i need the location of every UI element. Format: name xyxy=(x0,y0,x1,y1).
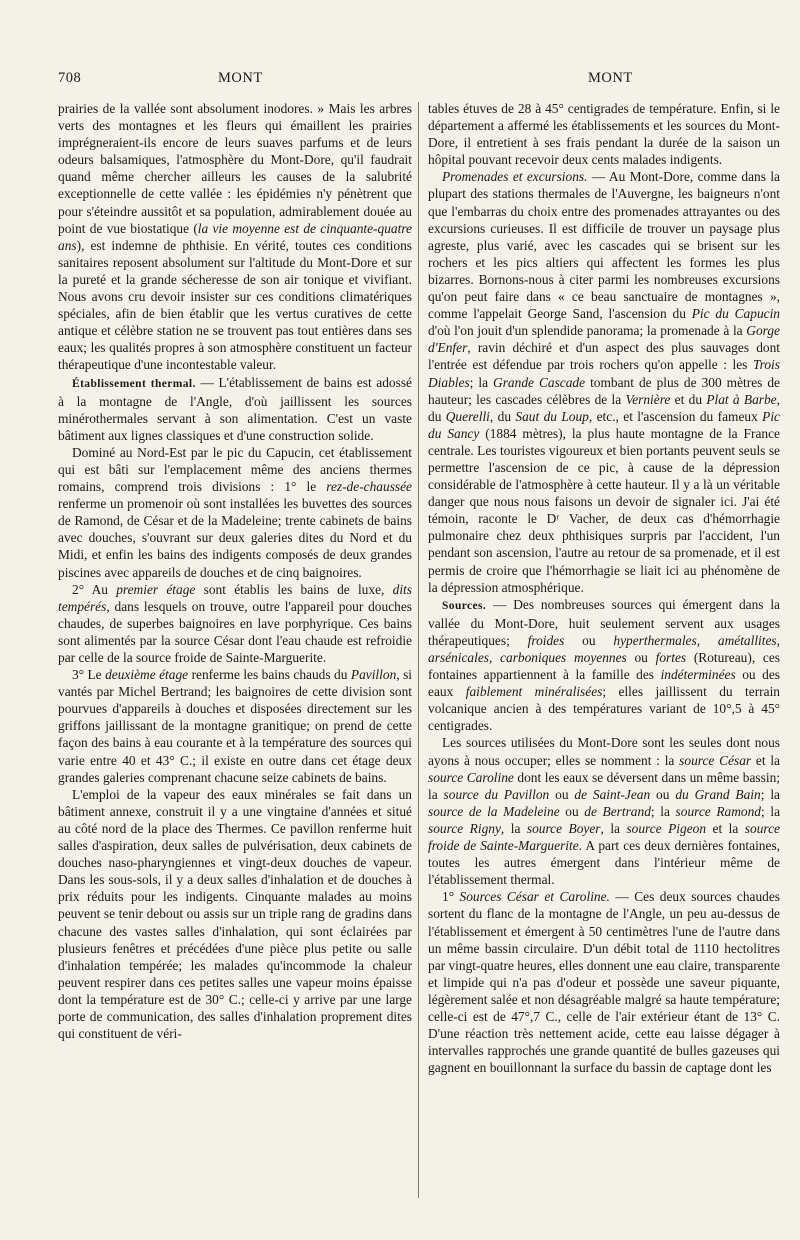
right-column xyxy=(428,100,780,1076)
paragraph-cesar-caroline: 1° Sources César et Caroline. — Ces deux sources chaudes sortent du flanc de la montagne de l'Angle, un peu au-dessus de l'établissement et émergent à 50 centimètres l'une de l'autre dans un même bassin circulaire. D'un débit total de 1110 hectolitres par vingt-quatre heures, elles donnent une eau claire, transparente et limpide qui n'a pas d'odeur et possède une saveur piquante, légèrement salée et non désagréable malgré sa haute température; celle-ci est de 47°,7 C., celle de l'air extérieur étant de 13° C. D'une réaction très nettement acide, cette eau laisse dégager à intervalles rapprochés une grande quantité de bulles gazeuses qui gagnent en bouillonnant la surface du bassin de captage dont les xyxy=(428,889,781,1076)
running-header xyxy=(0,70,800,90)
paragraph-climate: prairies de la vallée sont absolument inodores. » Mais les arbres verts des montagnes et les fleurs qui émaillent les prairies imprégneraient-ils encore de leurs suaves parfums et de leurs odeurs balsamiques, l'atmosphère du Mont-Dore, qu'il faudrait quand même chercher ailleurs les causes de la salubrité exceptionnelle de cette vallée : les épidémies n'y pénètrent que pour s'éteindre aussitôt et sa population, admirablement douée au point de vue biostatique (la vie moyenne est de cinquante-quatre ans), est indemne de phthisie. En vérité, toutes ces conditions sanitaires reposent absolument sur l'altitude du Mont-Dore et sur la pureté et la grande sécheresse de son air tonique et vivifiant. Nous avons cru devoir insister sur ces conditions climatériques spéciales, afin de bien établir que les vertus curatives de cette antique et célèbre station ne se trouvent pas tout entières dans ses eaux; les qualités propres à son atmosphère constituent un facteur thérapeutique d'une incontestable valeur. xyxy=(58,101,412,373)
paragraph-sources: Sources. — Des nombreuses sources qui émergent dans la vallée du Mont-Dore, huit seulement servent aux usages thérapeutiques; froides ou hyperthermales, amétallites, arsénicales, carboniques moyennes ou fortes (Rotureau), ces fontaines appartiennent à la famille des indéterminées ou des eaux faiblement minéralisées; elles jaillissent du terrain volcanique ancien à des températures variant de 10°,5 à 45° centigrades. xyxy=(428,596,781,734)
section-heading-promenades: Promenades et excursions. xyxy=(442,169,588,185)
paragraph-ground-floor: Dominé au Nord-Est par le pic du Capucin, cet établissement qui est bâti sur l'emplacement même des anciens thermes romains, comprend trois divisions : 1° le rez-de-chaussée renferme un promenoir où sont installées les buvettes des sources de Ramond, de César et de la Madeleine; trente cabinets de bains avec douches, s'ouvrant sur deux galeries dites du Nord et du Midi, et enfin les bains des indigents composés de deux grandes piscines avec appareils de douches et de cinq baignoires. xyxy=(58,444,412,580)
running-title-right: MONT xyxy=(588,70,633,86)
paragraph-second-floor: 3° Le deuxième étage renferme les bains chauds du Pavillon, si vantés par Michel Bertrand; les baignoires de cette division sont pourvues d'appareils à douches et disposées directement sur les griffons jaillissant de la montagne granitique; on prend de cette façon des bains à eau courante et à la température des sources qui varie entre 40 et 43° C.; il existe en outre dans cet étage deux grandes galeries comprenant chacune seize cabinets de bains. xyxy=(58,667,413,785)
paragraph-excursions: Promenades et excursions. — Au Mont-Dore, comme dans la plupart des stations thermales de l'Auvergne, les baigneurs n'ont que l'embarras du choix entre des promenades attrayantes ou des excursions curieuses. Il est difficile de trouver un paysage plus agreste, plus varié, avec les cascades qui se brisent sur les rochers et les pics altiers qui affectent les formes les plus bizarres. Bornons-nous à citer parmi les nombreuses excursions qu'on peut faire dans « ce beau sanctuaire de montagnes », comme l'appelait George Sand, l'ascension du Pic du Capucin d'où l'on jouit d'un splendide panorama; la promenade à la Gorge d'Enfer, ravin déchiré et d'un aspect des plus sauvages dont l'entrée est défendue par trois rochers qu'on appelle : les Trois Diables; la Grande Cascade tombant de plus de 300 mètres de hauteur; les cascades célèbres de la Vernière et du Plat à Barbe, du Querelli, du Saut du Loup, etc., et l'ascension du fameux Pic du Sancy (1884 mètres), la plus haute montagne de la France centrale. Les touristes vigoureux et bien portants peuvent seuls se permettre l'ascension de ce pic, à cause de la dépression considérable de l'atmosphère à cette hauteur. Il y a là un véritable danger que nous nous faisons un devoir de signaler ici. J'ai été témoin, raconte le Dʳ Vacher, de deux cas d'hémorrhagie pulmonaire chez deux phthisiques surpris par l'accident, l'un pendant son ascension, l'autre au retour de sa promenade, et il est permis de croire que l'hémorrhagie se liait ici au phénomène de la dépression atmosphérique. xyxy=(428,169,781,595)
paragraph-vapour-annex: L'emploi de la vapeur des eaux minérales se fait dans un bâtiment annexe, construit il y a une vingtaine d'années et situé au côté nord de la place des Thermes. Ce pavillon renferme huit salles d'aspiration, deux salles de pulvérisation, deux cabinets de douches naso-pharyngiennes et vingt-deux douches de vapeur. Dans les sous-sols, il y a deux salles d'inhalation et de douches à prix réduits pour les indigents. Cinquante malades au moins peuvent se tenir debout ou assis sur un triple rang de gradins dans chacune des vastes salles d'inhalation, qui sont éclairées par plusieurs fenêtres et précédées d'une pièce plus petite ou salle d'inhalation tempérée; les malades qu'incommode la chaleur peuvent respirer dans ces petites salles une vapeur moins épaisse dont la température est de 30° C.; celle-ci y arrive par une large porte de communication, des salles d'inhalation proprement dites qui constituent de véri- xyxy=(58,786,412,1042)
paragraph-thermal-establishment: Établissement thermal. — L'établissement de bains est adossé à la montagne de l'Angle, d'où jaillissent les sources minérothermales servant à son alimentation. C'est un vaste bâtiment aux lignes classiques et d'une construction solide. xyxy=(58,374,412,443)
running-title-left: MONT xyxy=(218,70,263,86)
section-heading-sources: Sources. xyxy=(442,599,487,612)
left-column xyxy=(58,100,412,1042)
page-number: 708 xyxy=(58,70,82,86)
paragraph-first-floor: 2° Au premier étage sont établis les bains de luxe, dits tempérés, dans lesquels on trouve, outre l'appareil pour douches chaudes, de superbes baignoires en lave porphyrique. Ces bains sont alimentés par la source César dont l'eau chaude est refroidie par celle de la source froide de Sainte-Marguerite. xyxy=(58,581,412,665)
paragraph-hospital: tables étuves de 28 à 45° centigrades de température. Enfin, si le département a affermé les établissements et les sources du Mont-Dore, il entretient à ses frais pendant la durée de la saison un hôpital pouvant recevoir deux cents malades indigents. xyxy=(428,101,780,168)
column-divider xyxy=(418,102,419,1198)
paragraph-source-list: Les sources utilisées du Mont-Dore sont les seules dont nous ayons à nous occuper; elles se nomment : la source César et la source Caroline dont les eaux se déversent dans un même bassin; la source du Pavillon ou de Saint-Jean ou du Grand Bain; la source de la Madeleine ou de Bertrand; la source Ramond; la source Rigny, la source Boyer, la source Pigeon et la source froide de Sainte-Marguerite. A part ces deux dernières fontaines, toutes les autres émergent dans l'intérieur même de l'établissement thermal. xyxy=(428,735,781,888)
section-heading-etablissement: Établissement thermal. xyxy=(72,377,196,390)
